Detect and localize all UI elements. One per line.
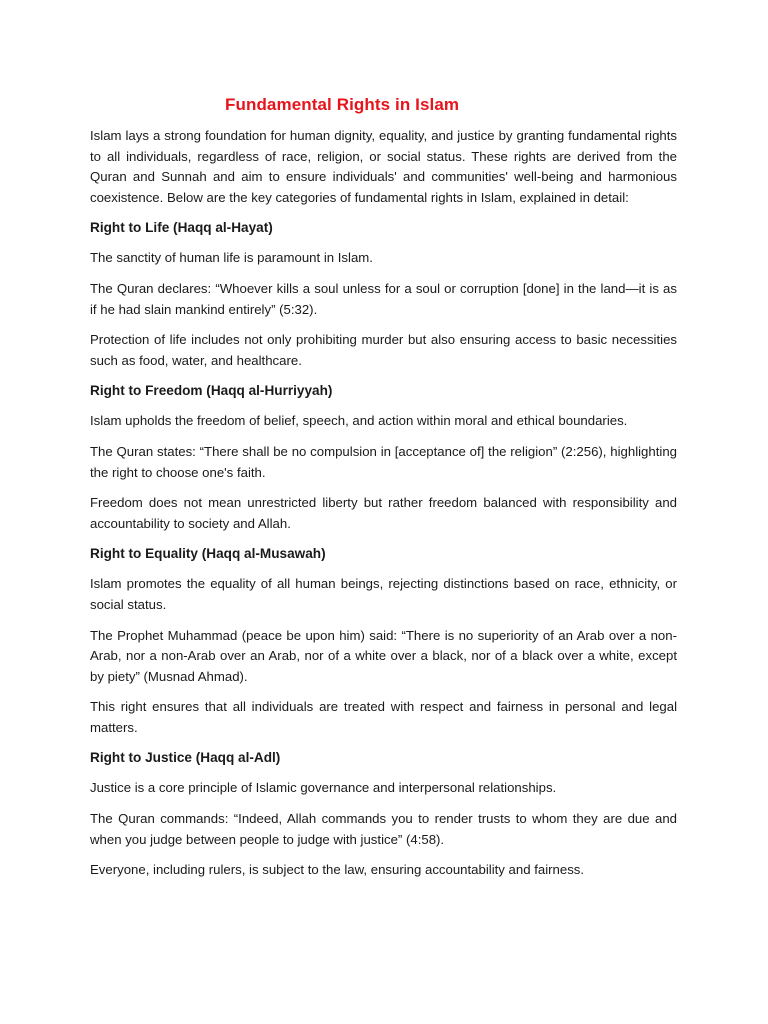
section-heading: Right to Life (Haqq al-Hayat) (90, 220, 273, 236)
section-paragraph: The Quran commands: “Indeed, Allah commands you to render trusts to whom they are due and when you judge between people to judge with justice” (4:58). (90, 811, 677, 847)
section-right-to-equality (90, 544, 677, 738)
section-right-to-justice (90, 748, 677, 880)
document-body (90, 94, 677, 891)
section-paragraph: Freedom does not mean unrestricted liberty but rather freedom balanced with responsibility and accountability to society and Allah. (90, 495, 677, 531)
intro-paragraph: Islam lays a strong foundation for human dignity, equality, and justice by granting fundamental rights to all individuals, regardless of race, religion, or social status. These rights are derived from the Quran and Sunnah and aim to ensure individuals' and communities' well-being and harmonious coexistence. Below are the key categories of fundamental rights in Islam, explained in detail: (90, 128, 677, 205)
section-paragraph: Everyone, including rulers, is subject to the law, ensuring accountability and fairness. (90, 862, 585, 878)
section-paragraph: The Quran states: “There shall be no compulsion in [acceptance of] the religion” (2:256), highlighting the right to choose one's faith. (90, 443, 677, 480)
section-right-to-freedom (90, 381, 677, 534)
section-paragraph: Islam promotes the equality of all human beings, rejecting distinctions based on race, ethnicity, or social status. (90, 576, 677, 612)
section-paragraph: This right ensures that all individuals are treated with respect and fairness in personal and legal matters. (90, 699, 677, 735)
section-heading: Right to Equality (Haqq al-Musawah) (90, 546, 326, 562)
section-paragraph: Justice is a core principle of Islamic governance and interpersonal relationships. (90, 780, 557, 796)
section-paragraph: The Quran declares: “Whoever kills a soul unless for a soul or corruption [done] in the land—it is as if he had slain mankind entirely” (5:32). (90, 280, 677, 317)
section-paragraph: Islam upholds the freedom of belief, speech, and action within moral and ethical boundaries. (90, 413, 628, 429)
section-right-to-life (90, 218, 677, 371)
section-paragraph: Protection of life includes not only prohibiting murder but also ensuring access to basic necessities such as food, water, and healthcare. (90, 332, 677, 368)
section-heading: Right to Justice (Haqq al-Adl) (90, 750, 281, 766)
section-paragraph: The Prophet Muhammad (peace be upon him) said: “There is no superiority of an Arab over a non-Arab, nor a non-Arab over an Arab, nor of a white over a black, nor of a black over a white, except by piety” (Musnad Ahmad). (90, 627, 677, 684)
section-paragraph: The sanctity of human life is paramount in Islam. (90, 250, 373, 266)
document-title: Fundamental Rights in Islam (225, 95, 460, 114)
section-heading: Right to Freedom (Haqq al-Hurriyyah) (90, 383, 333, 399)
